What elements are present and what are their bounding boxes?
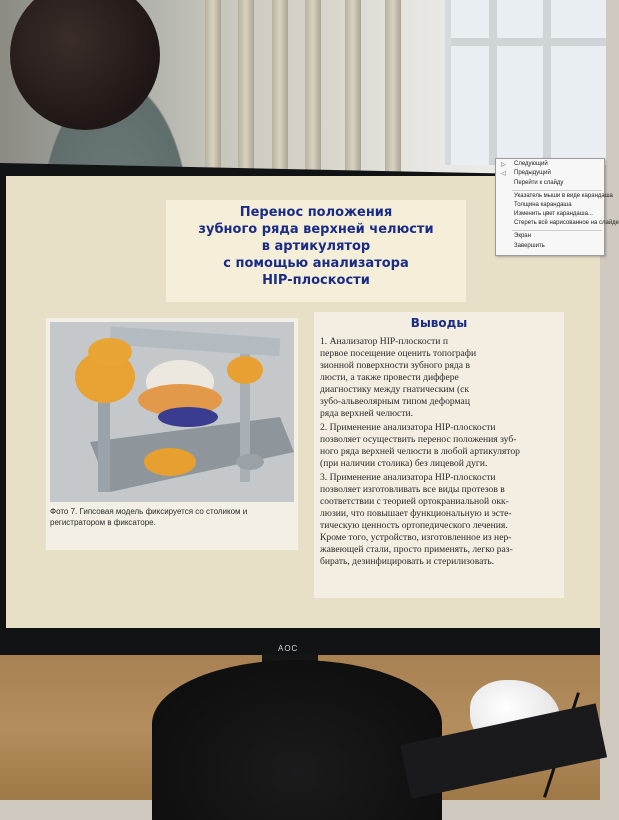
paragraph-line: диагностику между гнатическим (ск [320, 384, 470, 395]
title-line: в артикулятор [261, 239, 371, 254]
hair [10, 0, 160, 130]
title-line: с помощью анализатора [223, 256, 409, 271]
arrow-left-icon: ◁ [501, 171, 506, 177]
paragraph-line: (при наличии столика) без лицевой дуги. [320, 458, 488, 469]
menu-item-pen-thickness[interactable]: Толщина карандаша [514, 202, 572, 208]
monitor-stand [152, 660, 442, 820]
paragraph-line: жавеющей стали, просто применять, легко раз- [320, 544, 513, 555]
articulator-illustration [50, 322, 294, 502]
curtain [305, 0, 321, 175]
menu-item-previous[interactable]: Предыдущий [514, 170, 551, 176]
arrow-right-icon: ▷ [501, 162, 506, 168]
slide-title [166, 200, 466, 302]
menu-item-end-show[interactable]: Завершить [514, 243, 545, 249]
curtain [345, 0, 361, 175]
paragraph-line: зубо-альвеолярным типом деформац [320, 396, 470, 407]
paragraph-line: ного ряда верхней челюсти в любой артикулятор [320, 446, 520, 457]
paragraph-line: 3. Применение анализатора HIP-плоскости [320, 472, 496, 483]
room-background [0, 0, 600, 175]
paragraph-line: люзии, что повышает функциональную и эсте- [320, 508, 512, 519]
paragraph-line: 1. Анализатор HIP-плоскости п [320, 336, 448, 347]
paragraph-line: 2. Применение анализатора HIP-плоскости [320, 422, 496, 433]
menu-item-erase-ink[interactable]: Стереть всё нарисованное на слайде [514, 220, 619, 226]
menu-item-screen[interactable]: Экран [514, 233, 531, 239]
title-line: HIP-плоскости [262, 273, 370, 288]
curtain [238, 0, 254, 175]
photo-caption: Фото 7. Гипсовая модель фиксируется со столиком и регистратором в фиксаторе. [50, 507, 248, 527]
menu-item-go-to-slide[interactable]: Перейти к слайду [514, 180, 564, 186]
menu-item-pen-pointer[interactable]: Указатель мыши в виде карандаша [514, 193, 613, 199]
paragraph-line: Кроме того, устройство, изготовленное из нер- [320, 532, 512, 543]
title-line: Перенос положения [239, 205, 393, 220]
photo-card [46, 318, 298, 550]
conclusions-heading: Выводы [410, 316, 468, 330]
monitor-brand-logo: AOC [278, 644, 299, 653]
window [445, 0, 606, 165]
curtain [385, 0, 401, 175]
paragraph-line: тическую ценность ортопедического лечения. [320, 520, 508, 531]
paragraph-line: позволяет осуществить перенос положения зуб- [320, 434, 517, 445]
paragraph-line: позволяет изготовливать все виды протезов в [320, 484, 505, 495]
menu-item-next[interactable]: Следующий [514, 161, 548, 167]
slideshow-context-menu[interactable] [495, 158, 619, 256]
person-silhouette [0, 0, 230, 175]
curtain [272, 0, 288, 175]
conclusions-card [314, 312, 564, 598]
paragraph-line: соответствии с теорией ортокраниальной окк- [320, 496, 509, 507]
paragraph-line: бирать, дезинфицировать и стерилизовать. [320, 556, 495, 567]
paragraph-line: ряда верхней челюсти. [320, 408, 414, 419]
title-line: зубного ряда верхней челюсти [198, 222, 434, 237]
menu-separator [512, 230, 602, 231]
paragraph-line: первое посещение оценить топографи [320, 348, 477, 359]
articulator-photo [50, 322, 294, 502]
menu-separator [512, 190, 602, 191]
menu-item-pen-color[interactable]: Изменить цвет карандаша... [514, 211, 593, 217]
paragraph-line: зионной поверхности зубного ряда в [320, 360, 470, 371]
paragraph-line: люсти, а также провести диффере [320, 372, 459, 383]
